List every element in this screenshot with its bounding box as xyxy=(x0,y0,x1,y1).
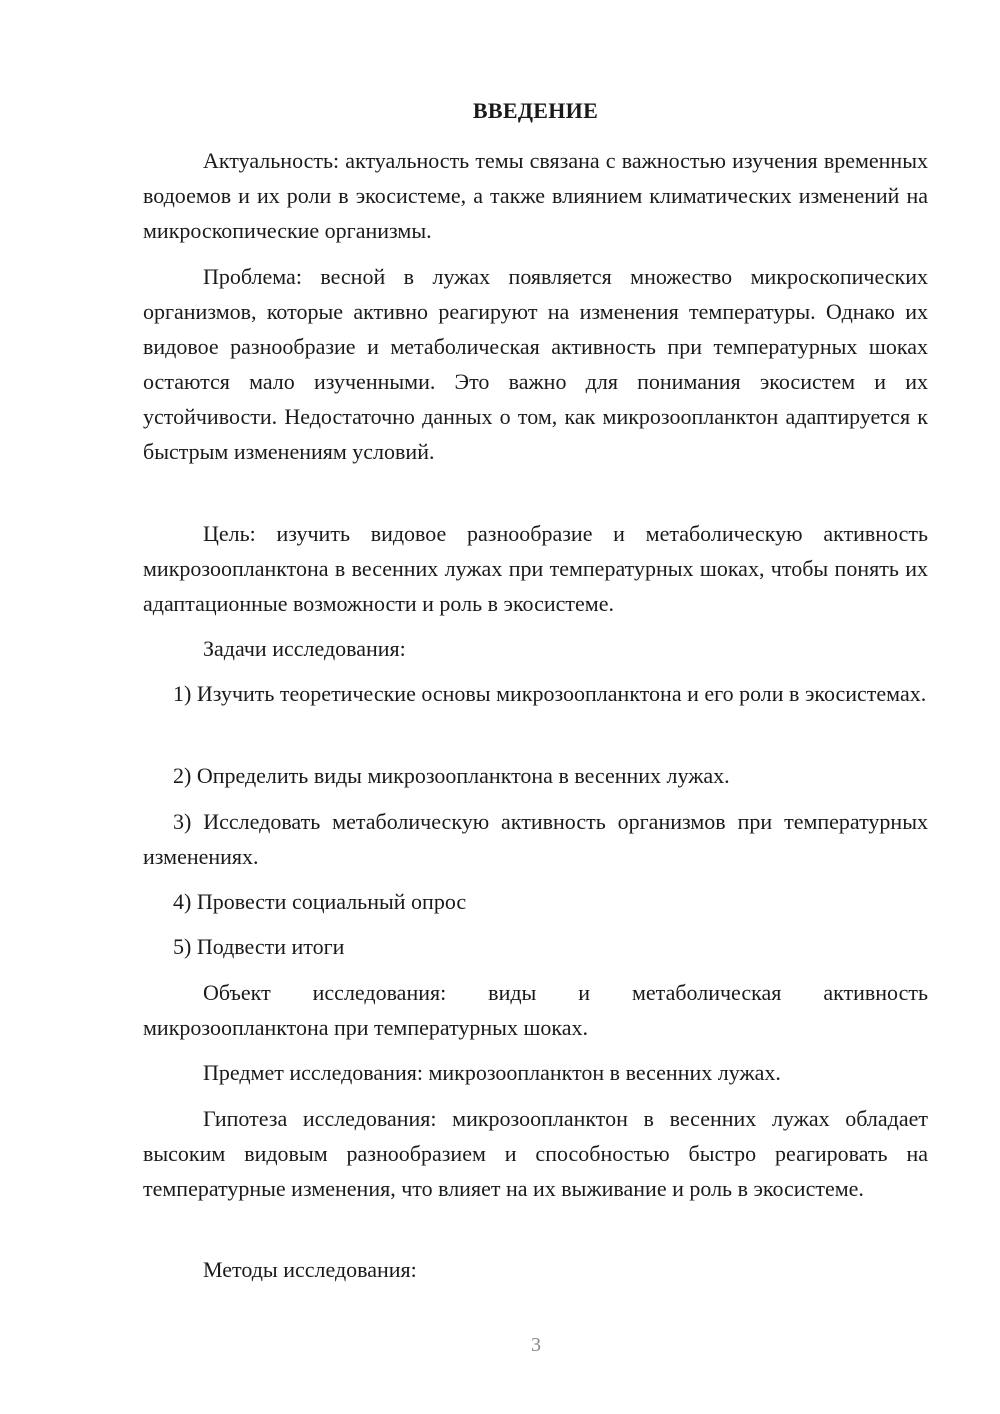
task-item-3: 3) Исследовать метаболическую активность организмов при температурных изменениях. xyxy=(143,809,928,869)
paragraph-object: Объект исследования: виды и метаболическая активность микрозоопланктона при температурных шоках. xyxy=(143,980,928,1040)
task-item-4: 4) Провести социальный опрос xyxy=(173,889,467,914)
task-item-5: 5) Подвести итоги xyxy=(173,934,345,959)
paragraph-goal: Цель: изучить видовое разнообразие и метаболическую активность микрозоопланктона в весенних лужах при температурных шоках, чтобы понять их адаптационные возможности и роль в экосистеме. xyxy=(143,521,928,616)
page-title: ВВЕДЕНИЕ xyxy=(472,98,599,123)
task-item-1: 1) Изучить теоретические основы микрозоопланктона и его роли в экосистемах. xyxy=(173,681,927,706)
paragraph-hypothesis: Гипотеза исследования: микрозоопланктон в весенних лужах обладает высоким видовым разнообразием и способностью быстро реагировать на температурные изменения, что влияет на их выживание и роль в экосистеме. xyxy=(143,1106,928,1201)
paragraph-problem: Проблема: весной в лужах появляется множество микроскопических организмов, которые активно реагируют на изменения температуры. Однако их видовое разнообразие и метаболическая активность при температурных шоках остаются мало изученными. Это важно для понимания экосистем и их устойчивости. Недостаточно данных о том, как микрозоопланктон адаптируется к быстрым изменениям условий. xyxy=(143,264,928,464)
task-item-2: 2) Определить виды микрозоопланктона в весенних лужах. xyxy=(173,763,730,788)
paragraph-relevance: Актуальность: актуальность темы связана с важностью изучения временных водоемов и их роли в экосистеме, а также влиянием климатических изменений на микроскопические организмы. xyxy=(143,148,928,243)
paragraph-subject: Предмет исследования: микрозоопланктон в весенних лужах. xyxy=(203,1060,781,1085)
paragraph-methods: Методы исследования: xyxy=(203,1257,417,1282)
paragraph-tasks-heading: Задачи исследования: xyxy=(203,636,406,661)
page-number: 3 xyxy=(531,1334,541,1356)
